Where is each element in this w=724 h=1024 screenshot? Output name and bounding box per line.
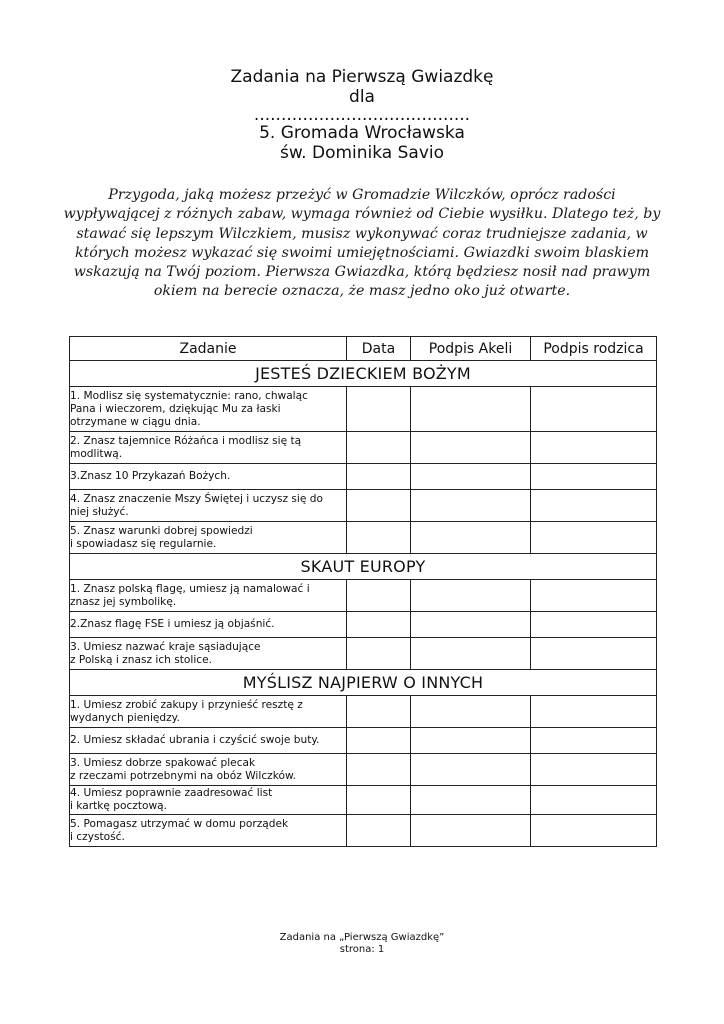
parent-signature-cell[interactable] <box>531 387 657 432</box>
akela-signature-cell[interactable] <box>411 490 531 522</box>
akela-signature-cell[interactable] <box>411 522 531 554</box>
task-description: 1. Umiesz zrobić zakupy i przynieść resztę z wydanych pieniędzy. <box>70 696 347 728</box>
task-row <box>70 696 657 728</box>
date-cell[interactable] <box>347 638 411 670</box>
akela-signature-cell[interactable] <box>411 638 531 670</box>
akela-signature-cell[interactable] <box>411 696 531 728</box>
task-description: 5. Pomagasz utrzymać w domu porządek i czystość. <box>70 815 347 847</box>
date-cell[interactable] <box>347 815 411 847</box>
task-description: 3. Umiesz dobrze spakować plecak z rzeczami potrzebnymi na obóz Wilczków. <box>70 754 347 786</box>
date-cell[interactable] <box>347 728 411 754</box>
page-number: strona: 1 <box>339 944 385 955</box>
date-cell[interactable] <box>347 432 411 464</box>
section-header-row <box>70 670 657 696</box>
task-description: 1. Znasz polską flagę, umiesz ją namalować i znasz jej symbolikę. <box>70 580 347 612</box>
date-cell[interactable] <box>347 490 411 522</box>
parent-signature-cell[interactable] <box>531 728 657 754</box>
date-cell[interactable] <box>347 612 411 638</box>
task-row <box>70 638 657 670</box>
column-header-task: Zadanie <box>70 337 347 361</box>
task-row <box>70 522 657 554</box>
task-row <box>70 786 657 815</box>
date-cell[interactable] <box>347 387 411 432</box>
date-cell[interactable] <box>347 464 411 490</box>
akela-signature-cell[interactable] <box>411 464 531 490</box>
page-footer <box>0 932 724 956</box>
akela-signature-cell[interactable] <box>411 815 531 847</box>
task-description: 3.Znasz 10 Przykazań Bożych. <box>70 464 347 490</box>
date-cell[interactable] <box>347 754 411 786</box>
task-description: 1. Modlisz się systematycznie: rano, chwaląc Pana i wieczorem, dziękując Mu za łaski otrzymane w ciągu dnia. <box>70 387 347 432</box>
task-description: 2. Umiesz składać ubrania i czyścić swoje buty. <box>70 728 347 754</box>
column-header-date: Data <box>347 337 411 361</box>
task-row <box>70 464 657 490</box>
date-cell[interactable] <box>347 580 411 612</box>
akela-signature-cell[interactable] <box>411 580 531 612</box>
parent-signature-cell[interactable] <box>531 612 657 638</box>
task-row <box>70 754 657 786</box>
tasks-table-body <box>70 361 657 847</box>
parent-signature-cell[interactable] <box>531 786 657 815</box>
task-description: 5. Znasz warunki dobrej spowiedzi i spowiadasz się regularnie. <box>70 522 347 554</box>
parent-signature-cell[interactable] <box>531 464 657 490</box>
akela-signature-cell[interactable] <box>411 387 531 432</box>
date-cell[interactable] <box>347 522 411 554</box>
name-fill-line: ........................................ <box>253 105 471 125</box>
task-row <box>70 612 657 638</box>
document-title: Zadania na Pierwszą Gwiazdkę <box>230 67 494 87</box>
parent-signature-cell[interactable] <box>531 754 657 786</box>
intro-paragraph: Przygoda, jaką możesz przeżyć w Gromadzie Wilczków, oprócz radości wypływającej z różnych zabaw, wymaga również od Ciebie wysiłku. Dlatego też, by stawać się lepszym Wilczkiem, musisz wykonywać coraz trudniejsze zadania, w których możesz wykazać się swoimi umiejętnościami. Gwiazdki swoim blaskiem wskazują na Twój poziom. Pierwsza Gwiazdka, którą będziesz nosił nad prawym okiem na berecie oznacza, że masz jedno oko już otwarte. <box>63 187 661 300</box>
for-label: dla <box>349 87 375 107</box>
parent-signature-cell[interactable] <box>531 432 657 464</box>
parent-signature-cell[interactable] <box>531 638 657 670</box>
akela-signature-cell[interactable] <box>411 728 531 754</box>
task-row <box>70 728 657 754</box>
date-cell[interactable] <box>347 786 411 815</box>
task-description: 4. Znasz znaczenie Mszy Świętej i uczysz się do niej służyć. <box>70 490 347 522</box>
task-description: 2. Znasz tajemnice Różańca i modlisz się tą modlitwą. <box>70 432 347 464</box>
section-header-row <box>70 554 657 580</box>
section-title: JESTEŚ DZIECKIEM BOŻYM <box>70 361 657 387</box>
table-header-row <box>70 337 657 361</box>
task-row <box>70 815 657 847</box>
group-patron: św. Dominika Savio <box>279 143 445 163</box>
task-row <box>70 432 657 464</box>
task-row <box>70 490 657 522</box>
task-description: 2.Znasz flagę FSE i umiesz ją objaśnić. <box>70 612 347 638</box>
akela-signature-cell[interactable] <box>411 432 531 464</box>
date-cell[interactable] <box>347 696 411 728</box>
column-header-akela-signature: Podpis Akeli <box>411 337 531 361</box>
parent-signature-cell[interactable] <box>531 696 657 728</box>
column-header-parent-signature: Podpis rodzica <box>531 337 657 361</box>
parent-signature-cell[interactable] <box>531 490 657 522</box>
document-header <box>0 67 724 163</box>
akela-signature-cell[interactable] <box>411 754 531 786</box>
task-description: 3. Umiesz nazwać kraje sąsiadujące z Polską i znasz ich stolice. <box>70 638 347 670</box>
group-name: 5. Gromada Wrocławska <box>259 123 465 143</box>
section-title: SKAUT EUROPY <box>70 554 657 580</box>
footer-title: Zadania na „Pierwszą Gwiazdkę” <box>279 932 445 943</box>
akela-signature-cell[interactable] <box>411 612 531 638</box>
parent-signature-cell[interactable] <box>531 580 657 612</box>
tasks-table <box>69 336 657 847</box>
task-description: 4. Umiesz poprawnie zaadresować list i kartkę pocztową. <box>70 786 347 815</box>
task-row <box>70 387 657 432</box>
parent-signature-cell[interactable] <box>531 815 657 847</box>
akela-signature-cell[interactable] <box>411 786 531 815</box>
task-row <box>70 580 657 612</box>
parent-signature-cell[interactable] <box>531 522 657 554</box>
section-header-row <box>70 361 657 387</box>
section-title: MYŚLISZ NAJPIERW O INNYCH <box>70 670 657 696</box>
